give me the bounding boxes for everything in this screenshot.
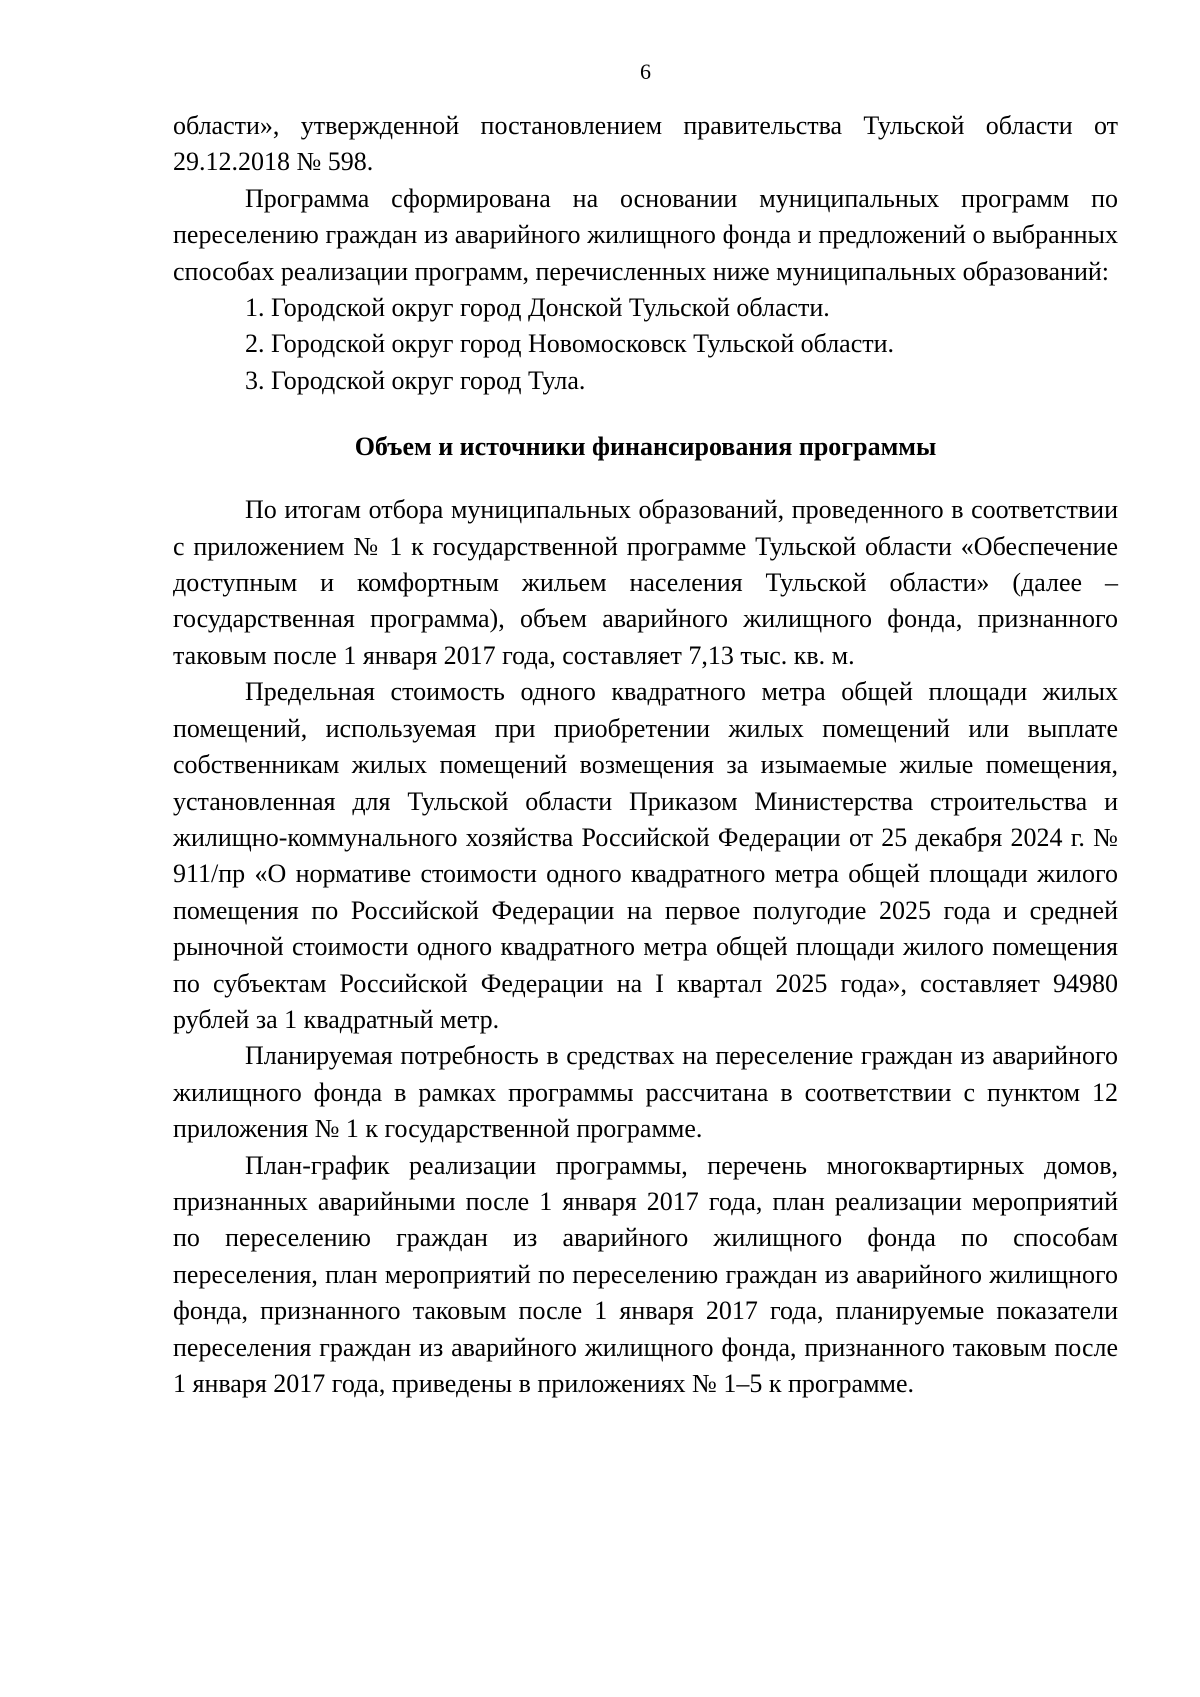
list-item: 3. Городской округ город Тула.	[245, 365, 586, 395]
list-item: 1. Городской округ город Донской Тульской области.	[245, 293, 830, 323]
section-heading: Объем и источники финансирования программы	[354, 432, 937, 462]
schedule-paragraph: План-график реализации программы, перечень многоквартирных домов, признанных аварийными после 1 января 2017 года, план реализации мероприятий по переселению граждан из аварийного жилищного фонда по способам переселения, план мероприятий по переселению граждан из аварийного жилищного фонда, признанного таковым после 1 января 2017 года, планируемые показатели переселения граждан из аварийного жилищного фонда, признанного таковым после 1 января 2017 года, приведены в приложениях № 1–5 к программе.	[173, 1150, 1118, 1398]
list-item: 2. Городской округ город Новомосковск Тульской области.	[245, 329, 895, 359]
funding-volume-paragraph: По итогам отбора муниципальных образований, проведенного в соответствии с приложением № 1 к государственной программе Тульской области «Обеспечение доступным и комфортным жильем населения Тульской области» (далее – государственная программа), объем аварийного жилищного фонда, признанного таковым после 1 января 2017 года, составляет 7,13 тыс. кв. м.	[173, 495, 1118, 670]
municipality-list	[173, 290, 1118, 399]
planned-need-paragraph: Планируемая потребность в средствах на переселение граждан из аварийного жилищного фонда в рамках программы рассчитана в соответствии с пунктом 12 приложения № 1 к государственной программе.	[173, 1041, 1118, 1144]
document-page	[173, 56, 1118, 1402]
program-basis-paragraph: Программа сформирована на основании муниципальных программ по переселению граждан из аварийного жилищного фонда и предложений о выбранных способах реализации программ, перечисленных ниже муниципальных образований:	[173, 183, 1118, 286]
continuation-paragraph: области», утвержденной постановлением правительства Тульской области от 29.12.2018 № 598.	[173, 111, 1118, 177]
page-number: 6	[640, 59, 651, 84]
price-limit-paragraph: Предельная стоимость одного квадратного метра общей площади жилых помещений, используемая при приобретении жилых помещений или выплате собственникам жилых помещений возмещения за изымаемые жилые помещения, установленная для Тульской области Приказом Министерства строительства и жилищно-коммунального хозяйства Российской Федерации от 25 декабря 2024 г. № 911/пр «О нормативе стоимости одного квадратного метра общей площади жилого помещения по Российской Федерации на первое полугодие 2025 года и средней рыночной стоимости одного квадратного метра общей площади жилого помещения по субъектам Российской Федерации на I квартал 2025 года», составляет 94980 рублей за 1 квадратный метр.	[173, 677, 1118, 1034]
